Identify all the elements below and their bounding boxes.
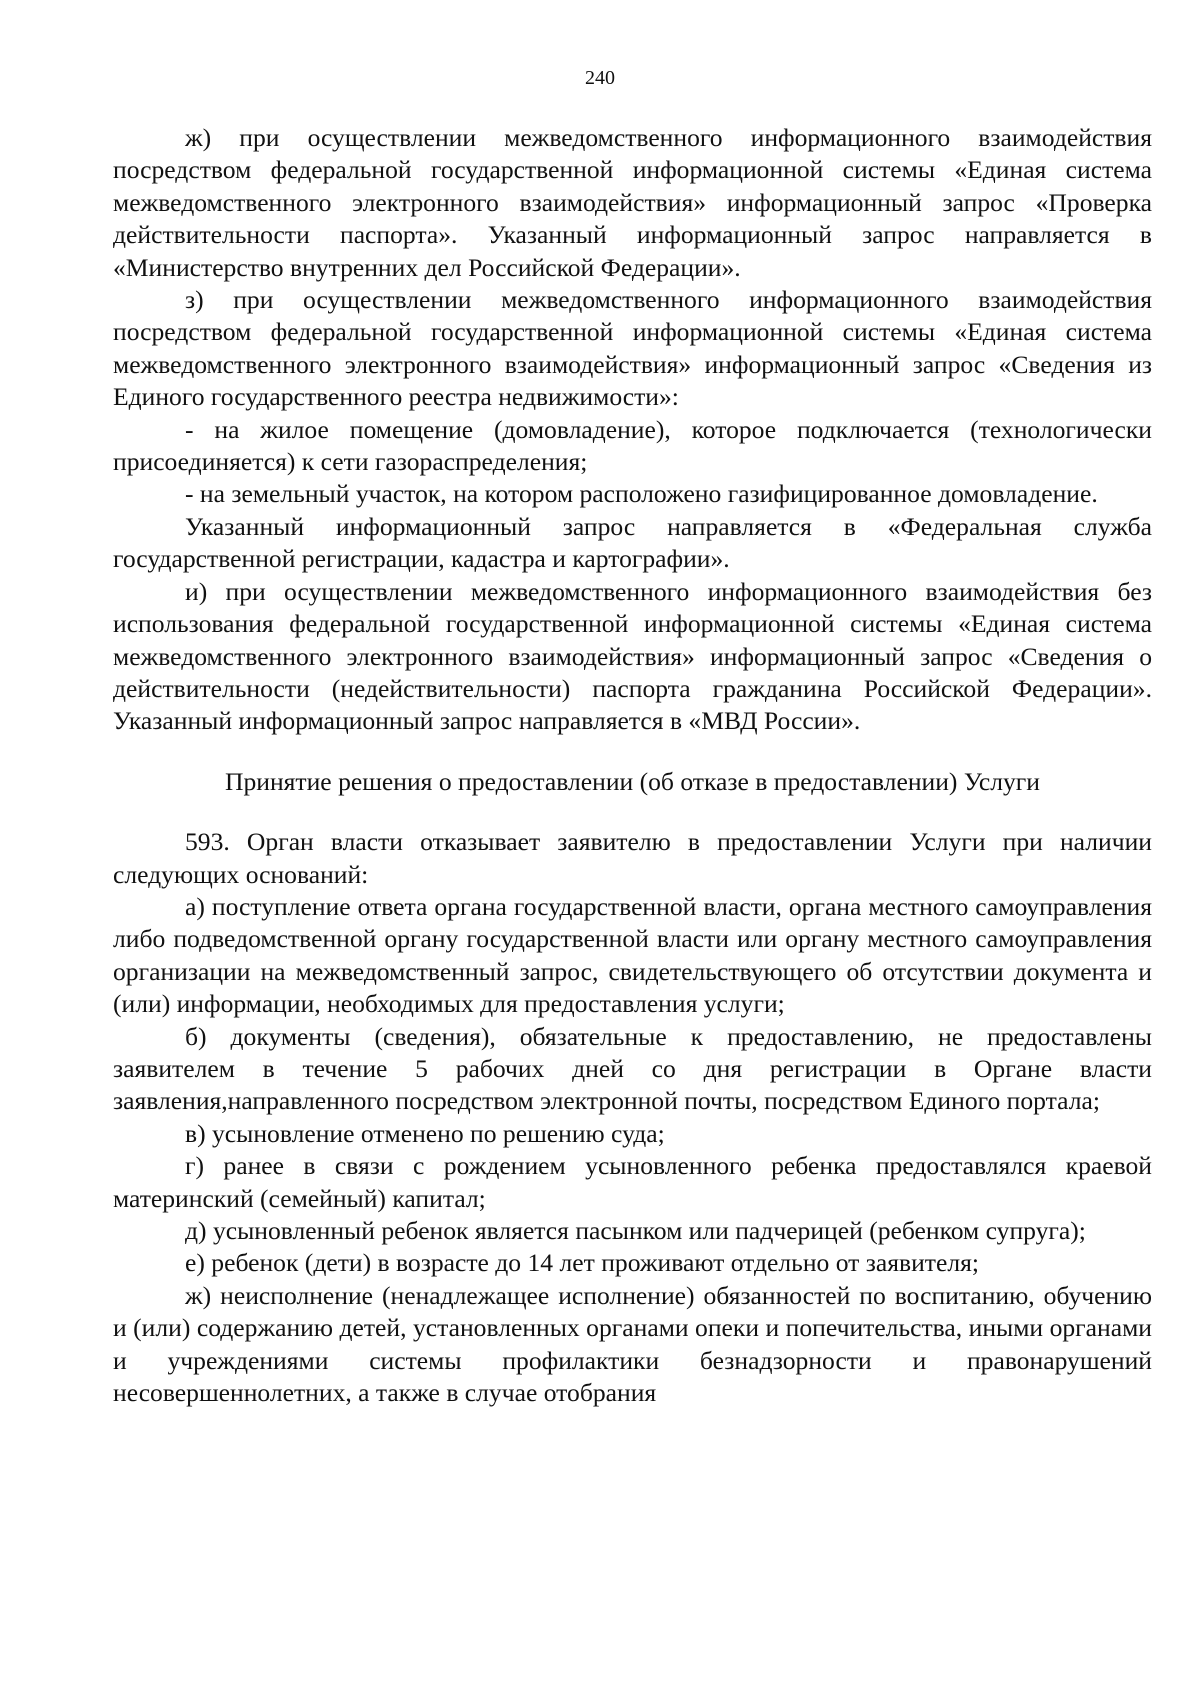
paragraph-zh: ж) при осуществлении межведомственного информационного взаимодействия посредством федеральной государственной информационной системы «Единая система межведомственного электронного взаимодействия» информационный запрос «Проверка действительности паспорта». Указанный информационный запрос направляется в «Министерство внутренних дел Российской Федерации». — [113, 123, 1152, 282]
section-refusal-grounds — [113, 826, 1152, 1409]
list-item-dwelling: - на жилое помещение (домовладение), которое подключается (технологически присоединяется) к сети газораспределения; — [113, 414, 1152, 477]
list-item-zh: ж) неисполнение (ненадлежащее исполнение) обязанностей по воспитанию, обучению и (или) содержанию детей, установленных органами опеки и попечительства, иными органами и учреждениями системы профилактики безнадзорности и правонарушений несовершеннолетних, а также в случае отобрания — [113, 1280, 1152, 1408]
list-item-e: е) ребенок (дети) в возрасте до 14 лет проживают отдельно от заявителя; — [185, 1248, 979, 1278]
section-heading: Принятие решения о предоставлении (об отказе в предоставлении) Услуги — [224, 766, 1040, 796]
paragraph-rosreestr: Указанный информационный запрос направляется в «Федеральная служба государственной регистрации, кадастра и картографии». — [113, 511, 1152, 574]
list-item-b: б) документы (сведения), обязательные к предоставлению, не предоставлены заявителем в течение 5 рабочих дней со дня регистрации в Органе власти заявления,направленного посредством электронной почты, посредством Единого портала; — [113, 1021, 1152, 1116]
paragraph-z: з) при осуществлении межведомственного информационного взаимодействия посредством федеральной государственной информационной системы «Единая система межведомственного электронного взаимодействия» информационный запрос «Сведения из Единого государственного реестра недвижимости»: — [113, 285, 1152, 412]
list-item-d: д) усыновленный ребенок является пасынком или падчерицей (ребенком супруга); — [185, 1216, 1086, 1245]
section-interagency-requests — [113, 122, 1152, 738]
list-item-g: г) ранее в связи с рождением усыновленного ребенка предоставлялся краевой материнский (семейный) капитал; — [113, 1151, 1152, 1213]
list-item-land-plot: - на земельный участок, на котором расположено газифицированное домовладение. — [185, 479, 1098, 509]
paragraph-593: 593. Орган власти отказывает заявителю в предоставлении Услуги при наличии следующих оснований: — [113, 827, 1152, 889]
list-item-a: а) поступление ответа органа государственной власти, органа местного самоуправления либо подведомственной органу государственной власти или органу местного самоуправления организации на межведомственный запрос, свидетельствующего об отсутствии документа и (или) информации, необходимых для предоставления услуги; — [113, 891, 1152, 1019]
list-item-v: в) усыновление отменено по решению суда; — [185, 1118, 665, 1148]
paragraph-i: и) при осуществлении межведомственного информационного взаимодействия без использования федеральной государственной информационной системы «Единая система межведомственного электронного взаимодействия» информационный запрос «Сведения о действительности (недействительности) паспорта гражданина Российской Федерации». Указанный информационный запрос направляется в «МВД России». — [113, 576, 1152, 736]
page-number: 240 — [585, 67, 615, 89]
